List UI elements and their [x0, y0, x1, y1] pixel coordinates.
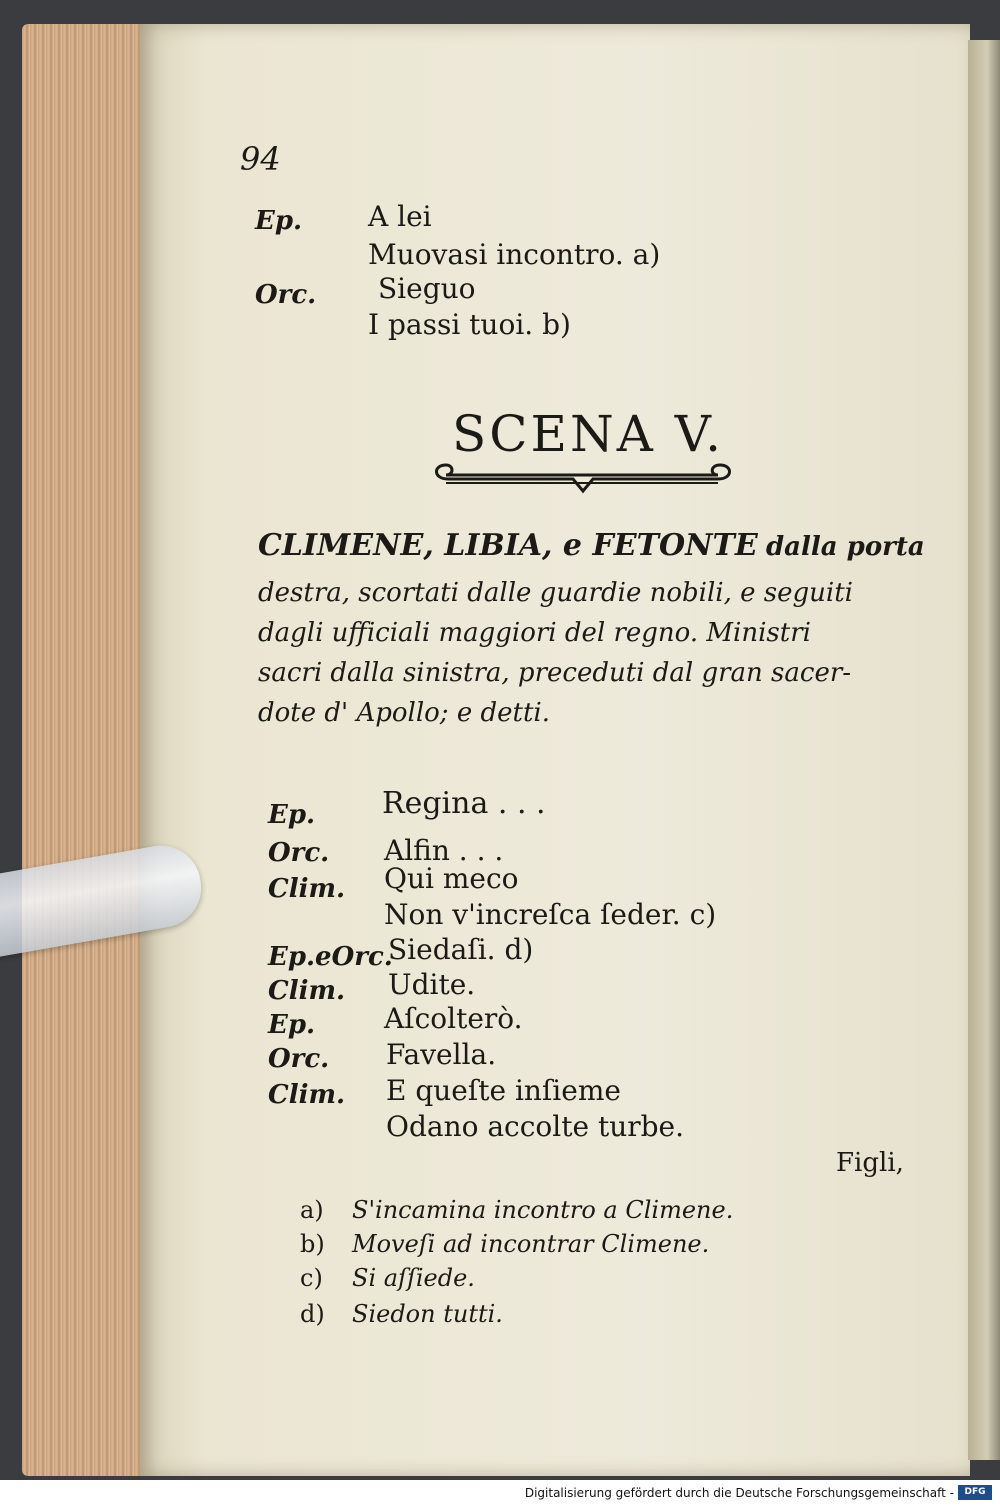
- footnote-text: Moveſi ad incontrar Climene.: [352, 1230, 710, 1258]
- dialogue-line: Siedaſi. d): [388, 933, 534, 966]
- speaker-label: Ep.eOrc.: [268, 942, 393, 972]
- footnote-mark: c): [300, 1264, 323, 1292]
- dialogue-line: I passi tuoi. b): [368, 308, 571, 341]
- facing-page-edge: [968, 40, 1000, 1460]
- footnote-mark: b): [300, 1230, 325, 1258]
- dialogue-line: Sieguo: [378, 272, 476, 305]
- dialogue-line: Non v'increſca ſeder. c): [384, 898, 717, 931]
- speaker-label: Ep.: [255, 206, 303, 236]
- dialogue-line: Alfin . . .: [384, 834, 504, 867]
- footnote-text: S'incamina incontro a Climene.: [352, 1196, 734, 1224]
- dialogue-line: E queſte inſieme: [386, 1074, 621, 1107]
- speaker-label: Orc.: [268, 838, 330, 868]
- catchword: Figli,: [836, 1148, 904, 1178]
- footnote-text: Si aſſiede.: [352, 1264, 475, 1292]
- speaker-label: Clim.: [268, 976, 346, 1006]
- dfg-logo-icon: DFG: [958, 1485, 992, 1500]
- dialogue-line: Regina . . .: [382, 786, 546, 821]
- stage-direction-line: sacri dalla sinistra, preceduti dal gran sacer-: [258, 658, 852, 688]
- ornament-divider-icon: [428, 455, 738, 499]
- footnote-text: Siedon tutti.: [352, 1300, 503, 1328]
- page-number: 94: [240, 140, 281, 178]
- funding-credit: Digitalisierung gefördert durch die Deutsche Forschungsgemeinschaft -: [524, 1486, 954, 1500]
- book-fore-edge: [22, 24, 152, 1476]
- dialogue-line: Aſcolterò.: [384, 1002, 523, 1035]
- speaker-label: Clim.: [268, 1080, 346, 1110]
- stage-direction-line: dagli ufficiali maggiori del regno. Ministri: [258, 618, 811, 648]
- footnote-mark: d): [300, 1300, 325, 1328]
- digitization-footer: [0, 1480, 1000, 1507]
- speaker-label: Orc.: [255, 280, 317, 310]
- dialogue-line: A lei: [368, 200, 432, 233]
- speaker-label: Ep.: [268, 800, 316, 830]
- scene-title: SCENA V.: [452, 405, 725, 463]
- stage-direction-line: dote d' Apollo; e detti.: [258, 698, 550, 728]
- speaker-label: Clim.: [268, 874, 346, 904]
- stage-direction-line: [258, 528, 925, 563]
- stage-direction-line: destra, scortati dalle guardie nobili, e seguiti: [258, 578, 853, 608]
- dialogue-line: Favella.: [386, 1038, 497, 1071]
- speaker-label: Orc.: [268, 1044, 330, 1074]
- dialogue-line: Muovasi incontro. a): [368, 238, 661, 271]
- footnote-mark: a): [300, 1196, 324, 1224]
- cast-names: CLIMENE, LIBIA, e FETONTE: [258, 528, 758, 563]
- stage-direction-text: dalla porta: [765, 532, 925, 562]
- dialogue-line: Udite.: [388, 968, 476, 1001]
- speaker-label: Ep.: [268, 1010, 316, 1040]
- dialogue-line: Odano accolte turbe.: [386, 1110, 685, 1143]
- dialogue-line: Qui meco: [384, 862, 519, 895]
